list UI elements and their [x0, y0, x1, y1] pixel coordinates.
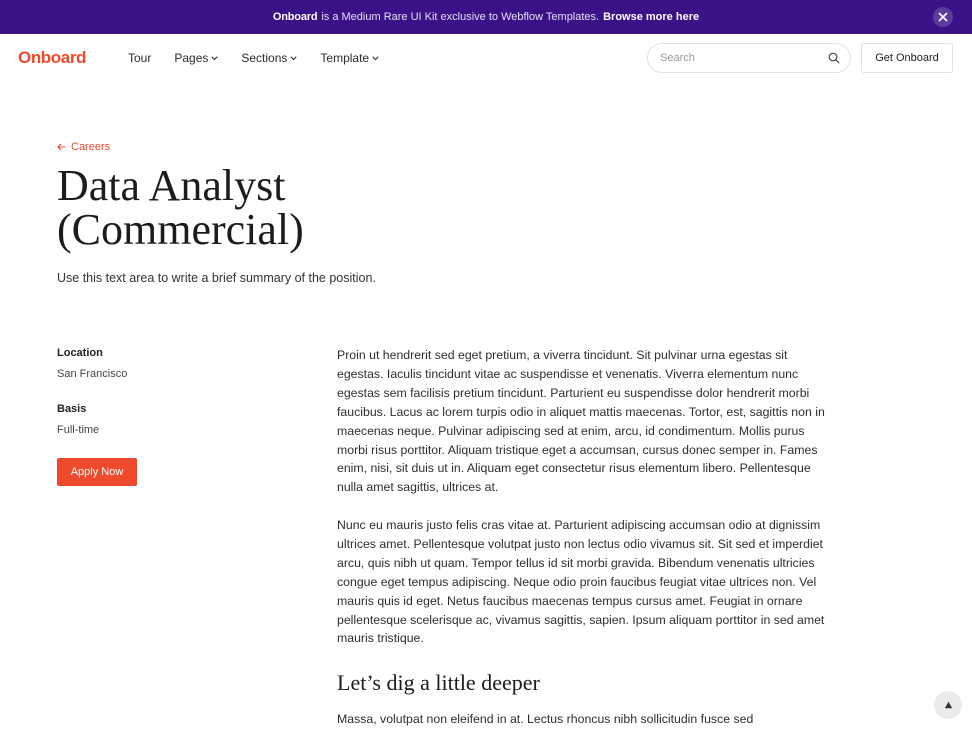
main-menu [128, 51, 402, 65]
menu-item-tour[interactable] [128, 51, 151, 65]
content-paragraph-3-wrap [337, 710, 827, 729]
announcement-link[interactable]: Browse more here [603, 11, 700, 23]
search-input[interactable] [658, 51, 818, 65]
content-subheading-wrap [337, 670, 827, 696]
back-to-careers-link[interactable] [57, 141, 110, 153]
content-paragraph-2-wrap [337, 516, 827, 648]
location-label: Location [57, 347, 103, 359]
menu-item-pages[interactable] [174, 51, 218, 65]
get-onboard-button[interactable]: Get Onboard [861, 43, 953, 73]
apply-now-button[interactable]: Apply Now [57, 458, 137, 486]
announcement-close-button[interactable] [933, 7, 953, 27]
page-title-line-2: (Commercial) [57, 205, 304, 254]
search-icon[interactable] [828, 52, 840, 64]
page-title-line-1: Data Analyst [57, 161, 286, 210]
announcement-message: is a Medium Rare UI Kit exclusive to Webflow Templates. [321, 11, 600, 23]
menu-item-label: Template [320, 51, 370, 65]
content-paragraph: Proin ut hendrerit sed eget pretium, a viverra tincidunt. Sit pulvinar urna egestas sit egestas. Iaculis tincidunt vitae ac suspendisse et venenatis. Viverra elementum nunc egestas sem facilisis pretium tincidunt. Parturient eu suspendisse dolor hendrerit morbi faucibus. Lacus ac lorem turpis odio in aliquet mattis maecenas. Tortor, est, sagittis non in maecenas neque. Pulvinar adipiscing sed at enim, arcu, id condimentum. Mollis purus morbi risus porttitor. Aliquam tristique eget a accumsan, cursus donec semper in. Fames enim, nisi, sit duis ut in. Aliquam eget consectetur risus elementum libero. Pellentesque nulla amet sagittis, ultrices at. [337, 348, 825, 495]
menu-item-label: Tour [128, 51, 152, 65]
arrow-left-icon [57, 143, 66, 151]
menu-item-label: Sections [241, 51, 288, 65]
position-summary: Use this text area to write a brief summary of the position. [57, 271, 376, 285]
announcement-bar [0, 0, 972, 34]
chevron-down-icon [211, 56, 218, 61]
menu-item-sections[interactable] [241, 51, 297, 65]
navbar [0, 34, 972, 82]
chevron-down-icon [372, 56, 379, 61]
announcement-brand: Onboard [272, 11, 318, 23]
content-subheading: Let’s dig a little deeper [337, 670, 540, 695]
arrow-up-icon [944, 701, 953, 709]
content-paragraph: Massa, volutpat non eleifend in at. Lectus rhoncus nibh sollicitudin fusce sed [337, 712, 754, 726]
logo[interactable]: Onboard [18, 48, 87, 67]
close-icon [938, 12, 948, 22]
basis-label: Basis [57, 403, 87, 415]
menu-item-label: Pages [174, 51, 209, 65]
menu-item-template[interactable] [320, 51, 379, 65]
scroll-to-top-button[interactable] [934, 691, 962, 719]
page-title [57, 161, 477, 254]
content-paragraph-1-wrap [337, 346, 827, 497]
location-value: San Francisco [57, 368, 128, 380]
content-paragraph: Nunc eu mauris justo felis cras vitae at. Parturient adipiscing accumsan odio at dignissim ultrices amet. Pellentesque volutpat justo non lectus odio vivamus sit. Sit sed et imperdiet arcu, quis nibh ut quam. Tempor tellus id sit morbi gravida. Bibendum venenatis ultricies congue eget tempus adipiscing. Neque odio proin faucibus feugiat vitae ultrices non. Vel mauris quis id eget. Netus faucibus maecenas tempus cursus amet. Feugiat in ornare pellentesque scelerisque ac, vivamus sagittis, sapien. Ipsum aliquam porttitor in sed amet mauris tristique. [337, 518, 825, 646]
search-box [647, 43, 851, 73]
back-link-label: Careers [71, 141, 111, 153]
basis-value: Full-time [57, 424, 100, 436]
chevron-down-icon [290, 56, 297, 61]
